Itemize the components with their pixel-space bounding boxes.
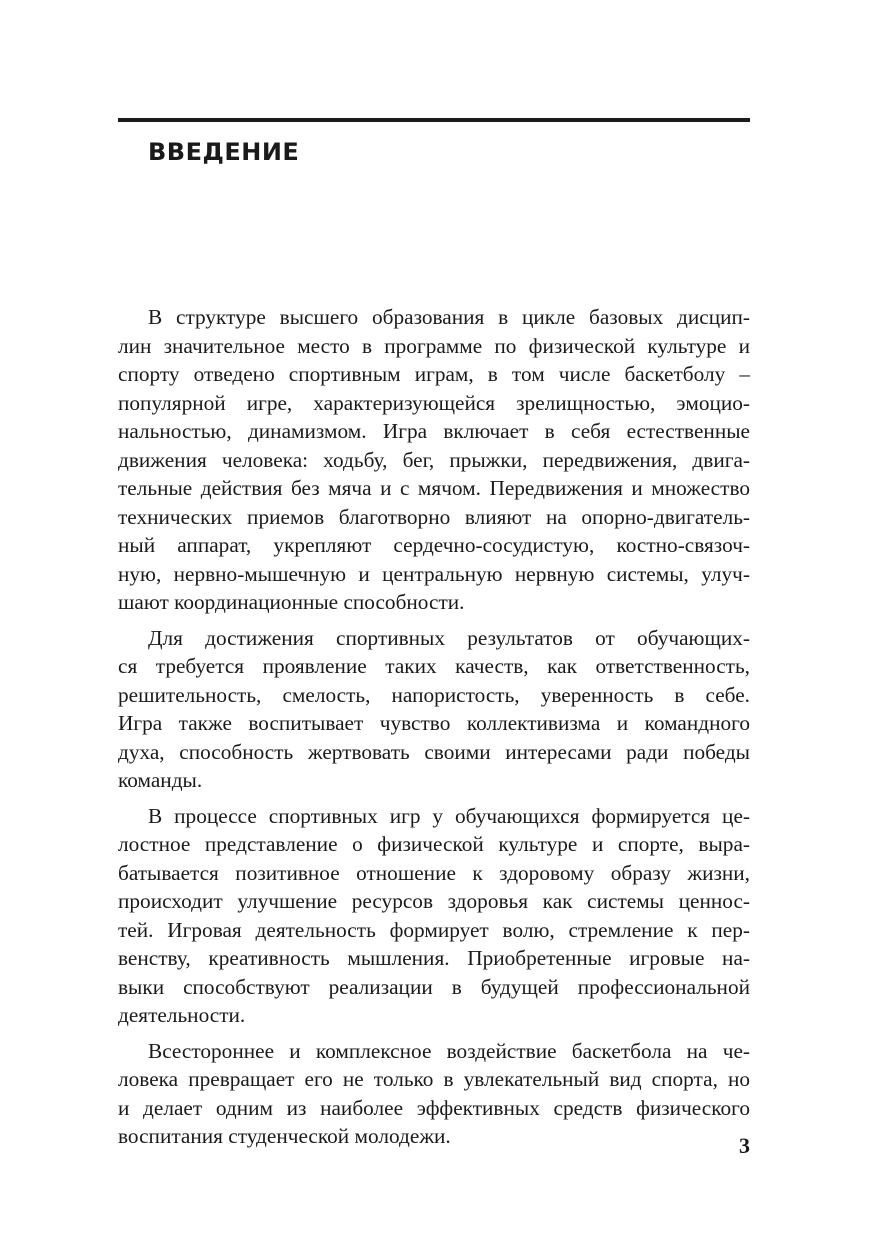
page-number: 3 [739,1133,750,1158]
text-line: ный аппарат, укрепляют сердечно-сосудистую, костно-связоч- [118,533,750,557]
text-line: батывается позитивное отношение к здоровому образу жизни, [118,860,750,885]
text-line: нальностью, динамизмом. Игра включает в себя естественные [118,419,750,443]
text-line: духа, способность жертвовать своими интересами ради победы [118,739,750,764]
paragraph [118,624,750,795]
text-line: лостное представление о физической культуре и спорте, выра- [118,832,750,856]
text-line: ся требуется проявление таких качеств, как ответственность, [118,654,750,678]
text-line: лин значительное место в программе по физической культуре и [118,333,750,358]
text-line: воспитания студенческой молодежи. [118,1124,451,1148]
text-line: тей. Игровая деятельность формирует волю, стремление к пер- [118,917,750,942]
paragraph [118,1037,750,1151]
text-line: выки способствуют реализации в будущей профессиональной [118,974,750,999]
text-line: тельные действия без мяча и с мячом. Передвижения и множество [118,476,750,500]
chapter-rule [118,118,750,122]
text-line: В процессе спортивных игр у обучающихся формируется це- [148,803,750,828]
text-line: команды. [118,768,203,792]
body-text [118,303,750,1158]
text-line: спорту отведено спортивным играм, в том числе баскетболу – [118,362,750,386]
text-line: решительность, смелость, напористость, уверенность в себе. [118,682,750,707]
text-line: движения человека: ходьбу, бег, прыжки, передвижения, двига- [118,447,750,472]
text-line: В структуре высшего образования в цикле базовых дисцип- [148,305,750,329]
text-line: шают координационные способности. [118,590,465,614]
text-line: деятельности. [118,1003,246,1027]
text-line: технических приемов благотворно влияют на опорно-двигатель- [118,504,750,529]
text-line: Всестороннее и комплексное воздействие баскетбола на че- [148,1038,750,1063]
text-line: популярной игре, характеризующейся зрелищностью, эмоцио- [118,390,750,415]
text-line: происходит улучшение ресурсов здоровья как системы ценнос- [118,889,750,913]
text-line: венству, креативность мышления. Приобретенные игровые на- [118,946,750,970]
text-line: Для достижения спортивных результатов от обучающих- [148,625,750,650]
text-line: и делает одним из наиболее эффективных средств физического [118,1095,750,1120]
paragraph [118,303,750,617]
text-line: ную, нервно-мышечную и центральную нервную системы, улуч- [118,561,750,586]
text-line: ловека превращает его не только в увлекательный вид спорта, но [118,1067,750,1091]
text-line: Игра также воспитывает чувство коллективизма и командного [118,711,750,735]
paragraph [118,802,750,1030]
chapter-heading: ВВЕДЕНИЕ [148,138,300,166]
